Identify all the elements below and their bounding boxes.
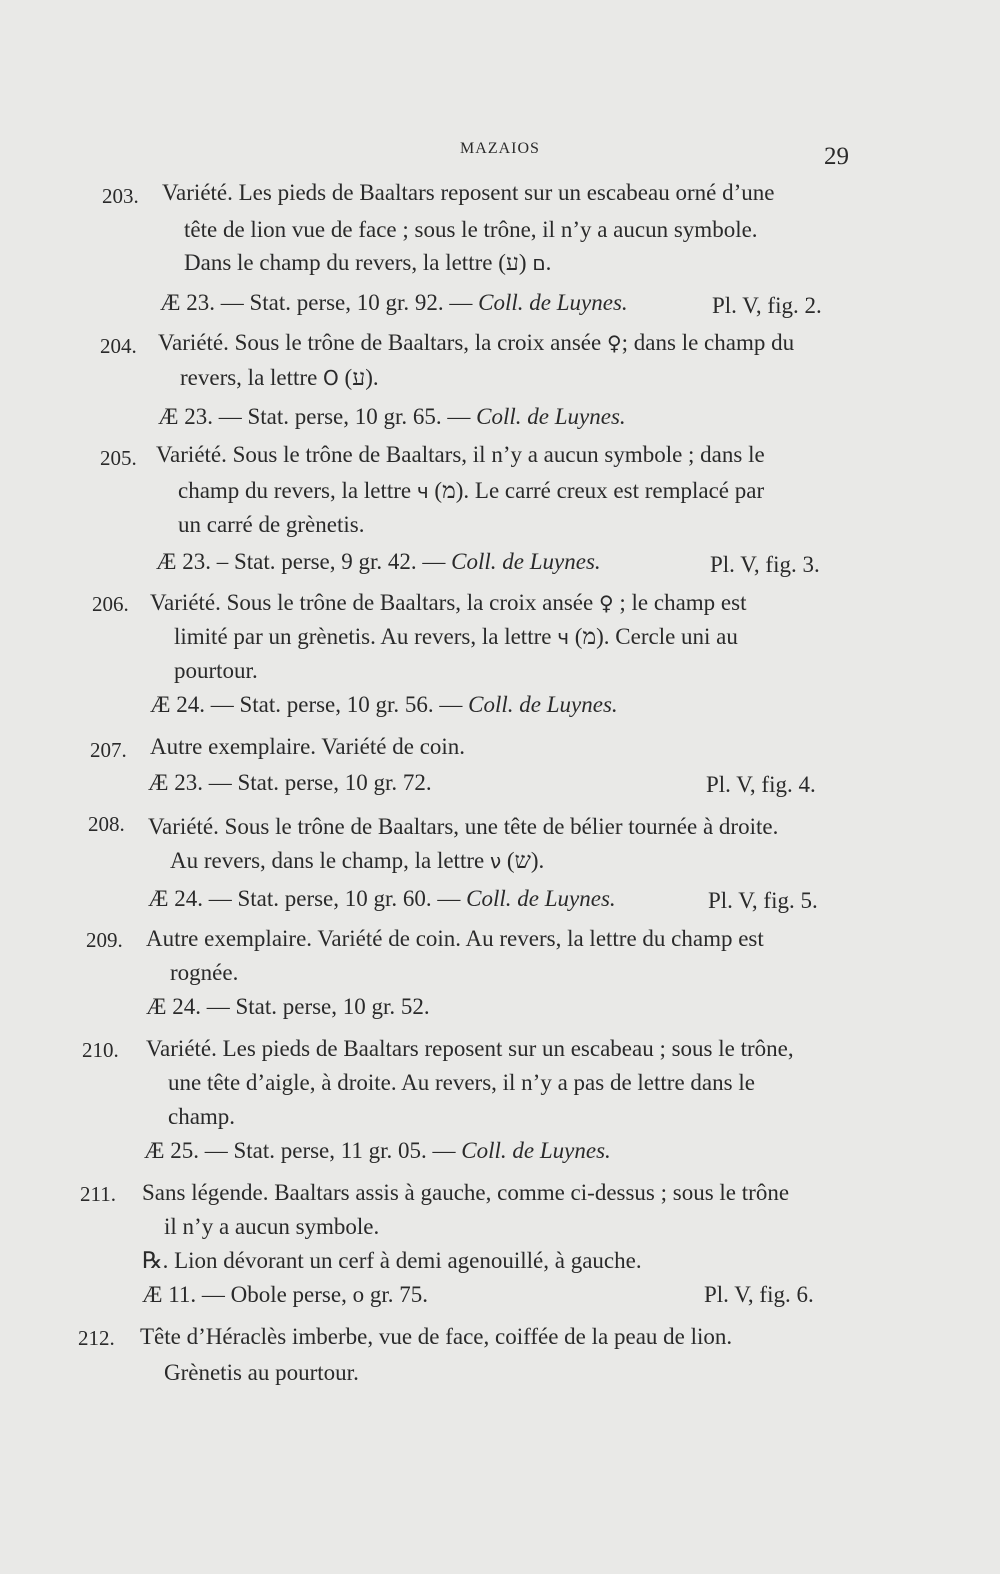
entry-text-line: Variété. Les pieds de Baaltars reposent sur un escabeau ; sous le trône, <box>146 1036 794 1061</box>
entry-text-line: Variété. Les pieds de Baaltars reposent sur un escabeau orné d’une <box>162 180 775 205</box>
entry-text-line: Variété. Sous le trône de Baaltars, il n’y a aucun symbole ; dans le <box>156 442 765 467</box>
coin-metrics: Æ 24. — Stat. perse, 10 gr. 52. <box>146 994 430 1019</box>
entry-text-line: Autre exemplaire. Variété de coin. <box>150 734 466 759</box>
coin-metrics <box>158 404 626 430</box>
entry-text-line <box>174 624 738 650</box>
coin-metrics <box>156 549 601 575</box>
plate-reference: Pl. V, fig. 2. <box>712 293 822 318</box>
coin-weight: Æ 25. — Stat. perse, 11 gr. 05. — <box>144 1138 456 1163</box>
entry-text-line: Sans légende. Baaltars assis à gauche, comme ci-dessus ; sous le trône <box>142 1180 790 1205</box>
plate-reference: Pl. V, fig. 3. <box>710 552 820 577</box>
plate-reference: Pl. V, fig. 6. <box>704 1282 814 1307</box>
plate-reference: Pl. V, fig. 4. <box>706 772 816 797</box>
entry-number: 211. <box>80 1182 116 1206</box>
entry-number: 203. <box>102 184 139 208</box>
entry-text-line <box>184 250 551 276</box>
phoenician-letter: ч <box>557 625 570 649</box>
coin-metrics: Æ 23. — Stat. perse, 10 gr. 72. <box>148 770 432 795</box>
entry-number: 206. <box>92 592 129 616</box>
entry-text: champ du revers, la lettre <box>178 478 412 503</box>
entry-text-line: Tête d’Héraclès imberbe, vue de face, coiffée de la peau de lion. <box>140 1324 733 1349</box>
hebrew-letter: (מ). <box>574 624 610 649</box>
phoenician-letter: ν <box>489 849 502 873</box>
phoenician-letter: O <box>323 366 339 390</box>
ankh-icon: ♀ <box>598 591 614 615</box>
entry-text: Variété. Sous le trône de Baaltars, la croix ansée <box>158 330 602 355</box>
hebrew-letter: (ע). <box>498 250 552 275</box>
entry-text-line: rognée. <box>170 960 239 985</box>
entry-number: 210. <box>82 1038 119 1062</box>
entry-text-line: un carré de grènetis. <box>178 512 365 537</box>
entry-text-line: pourtour. <box>174 658 258 683</box>
entry-text-line <box>158 330 794 356</box>
entry-text: Au revers, dans le champ, la lettre <box>170 848 485 873</box>
coin-metrics <box>160 290 628 316</box>
coin-metrics <box>148 886 616 912</box>
entry-text: Cercle uni au <box>615 624 738 649</box>
page-number: 29 <box>824 143 849 170</box>
entry-text-line: champ. <box>168 1104 236 1129</box>
entry-text: Variété. Sous le trône de Baaltars, la croix ansée <box>150 590 594 615</box>
coin-weight: Æ 23. — Stat. perse, 10 gr. 92. — <box>160 290 473 315</box>
collection-name: Coll. de Luynes. <box>468 692 618 717</box>
entry-text: limité par un grènetis. Au revers, la lettre <box>174 624 552 649</box>
collection-name: Coll. de Luynes. <box>466 886 616 911</box>
coin-metrics <box>144 1138 611 1164</box>
hebrew-letter: (ש). <box>506 848 545 873</box>
coin-weight: Æ 23. — Stat. perse, 10 gr. 65. — <box>158 404 471 429</box>
entry-text: ; dans le champ du <box>621 330 795 355</box>
entry-text-line <box>150 590 747 616</box>
entry-text: ; le champ est <box>619 590 747 615</box>
entry-text-line <box>170 848 544 874</box>
hebrew-letter: (מ). <box>434 478 470 503</box>
entry-text: Le carré creux est remplacé par <box>474 478 765 503</box>
entry-text-line: une tête d’aigle, à droite. Au revers, il n’y a pas de lettre dans le <box>168 1070 755 1095</box>
entry-number: 208. <box>88 812 125 836</box>
entry-text-line: il n’y a aucun symbole. <box>164 1214 380 1239</box>
running-header: MAZAIOS <box>460 140 540 157</box>
collection-name: Coll. de Luynes. <box>461 1138 611 1163</box>
entry-number: 209. <box>86 928 123 952</box>
ankh-icon: ♀ <box>606 331 622 355</box>
entry-text: revers, la lettre <box>180 365 318 390</box>
entry-text-line: Autre exemplaire. Variété de coin. Au revers, la lettre du champ est <box>146 926 764 951</box>
phoenician-letter: ם <box>532 251 546 275</box>
collection-name: Coll. de Luynes. <box>476 404 626 429</box>
phoenician-letter: ч <box>416 479 429 503</box>
entry-text-line: Variété. Sous le trône de Baaltars, une tête de bélier tournée à droite. <box>148 814 779 839</box>
reverse-description: ℞. Lion dévorant un cerf à demi agenouillé, à gauche. <box>142 1248 642 1273</box>
entry-text-line: tête de lion vue de face ; sous le trône, il n’y a aucun symbole. <box>184 217 758 242</box>
hebrew-letter: (ע). <box>344 365 379 390</box>
coin-metrics <box>150 692 618 718</box>
coin-weight: Æ 23. – Stat. perse, 9 gr. 42. — <box>156 549 446 574</box>
entry-text: Dans le champ du revers, la lettre <box>184 250 493 275</box>
entry-number: 207. <box>90 738 127 762</box>
entry-text-line <box>180 365 379 391</box>
coin-weight: Æ 24. — Stat. perse, 10 gr. 56. — <box>150 692 463 717</box>
collection-name: Coll. de Luynes. <box>451 549 601 574</box>
entry-number: 205. <box>100 446 137 470</box>
entry-number: 204. <box>100 334 137 358</box>
entry-number: 212. <box>78 1326 115 1350</box>
collection-name: Coll. de Luynes. <box>478 290 628 315</box>
entry-text-line: Grènetis au pourtour. <box>164 1360 359 1385</box>
coin-metrics: Æ 11. — Obole perse, o gr. 75. <box>142 1282 428 1307</box>
plate-reference: Pl. V, fig. 5. <box>708 888 818 913</box>
entry-text-line <box>178 478 764 504</box>
coin-weight: Æ 24. — Stat. perse, 10 gr. 60. — <box>148 886 461 911</box>
